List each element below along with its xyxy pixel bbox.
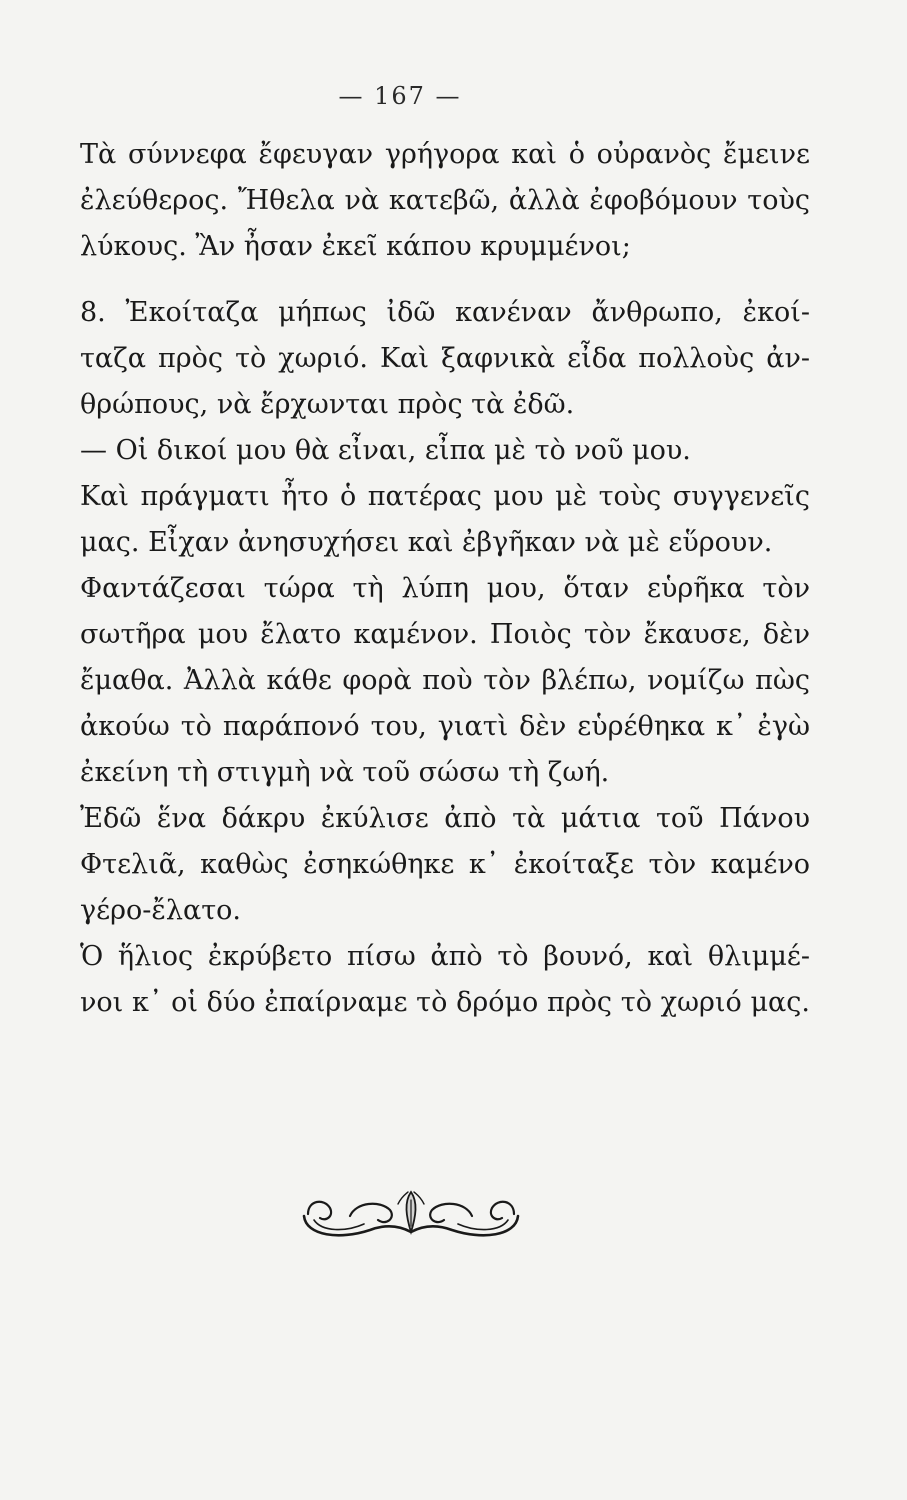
text-line: νοι κ᾽ οἱ δύο ἐπαίρναμε τὸ δρόμο πρὸς τὸ χωριό μας.: [80, 987, 810, 1018]
text-line: γέρο-ἔλατο.: [80, 895, 241, 926]
text-line: ἐκείνη τὴ στιγμὴ νὰ τοῦ σώσω τὴ ζωή.: [80, 757, 610, 788]
text-line: ἔμαθα. Ἀλλὰ κάθε φορὰ ποὺ τὸν βλέπω, νομίζω πὼς: [80, 665, 810, 696]
text-line: Ἐδῶ ἕνα δάκρυ ἐκύλισε ἀπὸ τὰ μάτια τοῦ Πάνου: [80, 803, 810, 834]
text-line: θρώπους, νὰ ἔρχωνται πρὸς τὰ ἐδῶ.: [80, 389, 575, 420]
text-line: ἐλεύθερος. Ἤθελα νὰ κατεβῶ, ἀλλὰ ἐφοβόμουν τοὺς: [80, 185, 810, 216]
text-line: Φτελιᾶ, καθὼς ἐσηκώθηκε κ᾽ ἐκοίταξε τὸν καμένο: [80, 849, 810, 880]
text-line: σωτῆρα μου ἔλατο καμένον. Ποιὸς τὸν ἔκαυσε, δὲν: [80, 619, 810, 650]
text-line: μας. Εἶχαν ἀνησυχήσει καὶ ἐβγῆκαν νὰ μὲ εὕρουν.: [80, 527, 773, 558]
text-line: Φαντάζεσαι τώρα τὴ λύπη μου, ὅταν εὑρῆκα τὸν: [80, 573, 810, 604]
text-line: 8. Ἐκοίταζα μήπως ἰδῶ κανέναν ἄνθρωπο, ἐκοί-: [80, 297, 810, 328]
text-line: ταζα πρὸς τὸ χωριό. Καὶ ξαφνικὰ εἶδα πολλοὺς ἀν-: [80, 343, 810, 374]
text-line: Τὰ σύννεφα ἔφευγαν γρήγορα καὶ ὁ οὐρανὸς ἔμεινε: [80, 139, 810, 170]
text-line: ἀκούω τὸ παράπονό του, γιατὶ δὲν εὑρέθηκα κ᾽ ἐγὼ: [80, 711, 810, 742]
page-number: — 167 —: [338, 82, 462, 110]
text-line: — Οἱ δικοί μου θὰ εἶναι, εἶπα μὲ τὸ νοῦ μου.: [80, 435, 691, 466]
body-text: [80, 132, 810, 1026]
text-line: λύκους. Ἂν ἦσαν ἐκεῖ κάπου κρυμμένοι;: [80, 231, 631, 262]
text-line: Καὶ πράγματι ἦτο ὁ πατέρας μου μὲ τοὺς συγγενεῖς: [80, 481, 810, 512]
scroll-ornament-icon: [300, 1186, 522, 1246]
text-line: Ὁ ἥλιος ἐκρύβετο πίσω ἀπὸ τὸ βουνό, καὶ θλιμμέ-: [80, 941, 810, 972]
